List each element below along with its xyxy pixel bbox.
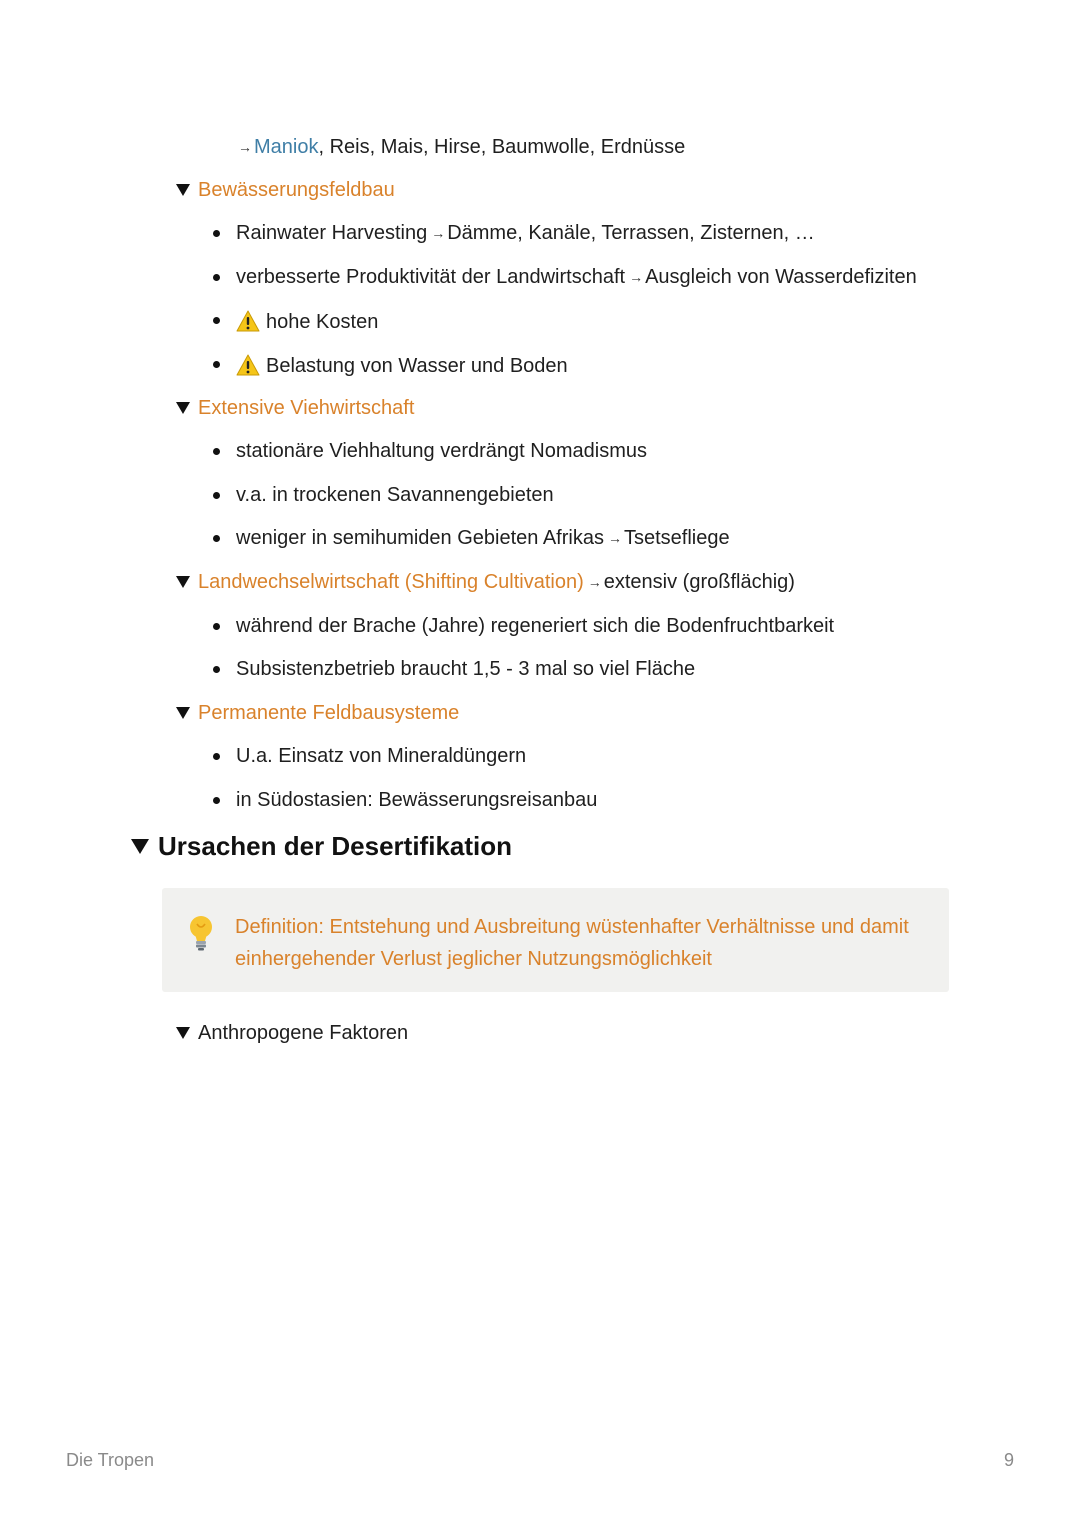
- list-item: [236, 267, 917, 287]
- bullet-icon: [213, 448, 220, 455]
- list-item: Subsistenzbetrieb braucht 1,5 - 3 mal so viel Fläche: [236, 658, 696, 680]
- bullet-icon: [213, 274, 220, 281]
- footer-title: Die Tropen: [66, 1450, 155, 1470]
- toggle-triangle-icon[interactable]: [176, 1027, 190, 1039]
- warning-icon: [236, 310, 260, 332]
- shifting-after: extensiv (großflächig): [603, 571, 795, 593]
- arrow-icon: →: [431, 225, 446, 241]
- list-item-after: Tsetsefliege: [623, 527, 730, 549]
- toggle-triangle-icon[interactable]: [176, 402, 190, 414]
- arrow-icon: →: [607, 530, 622, 546]
- list-item-after: Dämme, Kanäle, Terrassen, Zisternen, …: [447, 222, 815, 244]
- bullet-icon: [213, 797, 220, 804]
- list-item: U.a. Einsatz von Mineraldüngern: [236, 745, 527, 767]
- list-item-text: Rainwater Harvesting: [236, 222, 428, 244]
- bullet-icon: [213, 361, 220, 368]
- list-item: [236, 528, 730, 548]
- list-item-text: weniger in semihumiden Gebieten Afrikas: [236, 527, 604, 549]
- list-item: während der Brache (Jahre) regeneriert sich die Bodenfruchtbarkeit: [236, 615, 835, 637]
- toggle-irrigation-title[interactable]: Bewässerungsfeldbau: [198, 179, 395, 201]
- definition-callout: [162, 888, 949, 992]
- arrow-icon: →: [238, 139, 252, 155]
- list-item-text: Belastung von Wasser und Boden: [266, 355, 568, 377]
- arrow-icon: →: [629, 269, 644, 285]
- list-item: [236, 223, 815, 243]
- definition-text: Definition: Entstehung und Ausbreitung wüstenhafter Verhältnisse und damit einhergehender Verlust jeglicher Nutzungsmöglichkeit: [235, 916, 909, 970]
- lightbulb-icon: [186, 914, 216, 952]
- list-item-text: verbesserte Produktivität der Landwirtschaft: [236, 266, 626, 288]
- bullet-icon: [213, 535, 220, 542]
- toggle-triangle-icon[interactable]: [131, 839, 149, 854]
- warning-icon: [236, 354, 260, 376]
- bullet-icon: [213, 623, 220, 630]
- list-item: [236, 310, 378, 332]
- list-item: [236, 354, 568, 376]
- toggle-shifting-title[interactable]: Landwechselwirtschaft (Shifting Cultivation): [198, 571, 584, 593]
- list-item: in Südostasien: Bewässerungsreisanbau: [236, 789, 598, 811]
- bullet-icon: [213, 492, 220, 499]
- page-number: 9: [1004, 1450, 1015, 1470]
- list-item: v.a. in trockenen Savannengebieten: [236, 484, 554, 506]
- toggle-triangle-icon[interactable]: [176, 576, 190, 588]
- toggle-livestock-title[interactable]: Extensive Viehwirtschaft: [198, 397, 415, 419]
- list-item: stationäre Viehhaltung verdrängt Nomadismus: [236, 440, 647, 462]
- crops-rest: , Reis, Mais, Hirse, Baumwolle, Erdnüsse: [318, 136, 686, 158]
- crops-line: [238, 137, 685, 157]
- list-item-text: hohe Kosten: [266, 311, 379, 333]
- bullet-icon: [213, 753, 220, 760]
- bullet-icon: [213, 317, 220, 324]
- maniok-link[interactable]: Maniok: [254, 136, 319, 158]
- bullet-icon: [213, 230, 220, 237]
- list-item-after: Ausgleich von Wasserdefiziten: [645, 266, 917, 288]
- arrow-icon: →: [587, 574, 602, 590]
- toggle-triangle-icon[interactable]: [176, 184, 190, 196]
- toggle-permanent-title[interactable]: Permanente Feldbausysteme: [198, 702, 460, 724]
- bullet-icon: [213, 666, 220, 673]
- toggle-triangle-icon[interactable]: [176, 707, 190, 719]
- toggle-anthropogenic-title[interactable]: Anthropogene Faktoren: [198, 1022, 409, 1044]
- toggle-shifting-row: [198, 572, 795, 592]
- section-heading[interactable]: Ursachen der Desertifikation: [158, 831, 513, 861]
